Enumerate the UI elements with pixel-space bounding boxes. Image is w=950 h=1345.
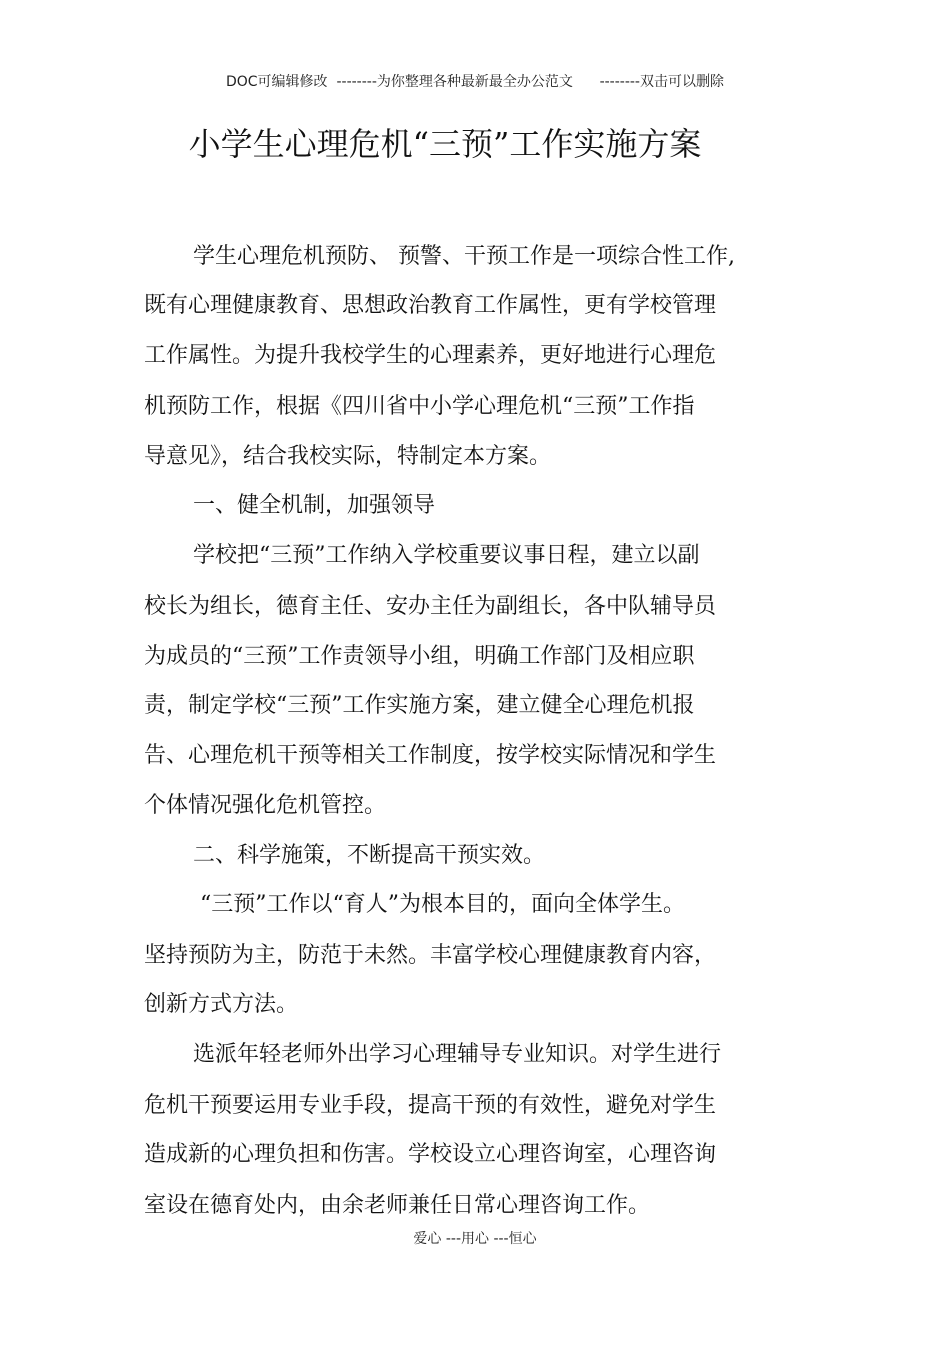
body-line: 造成新的心理负担和伤害。学校设立心理咨询室，心理咨询 bbox=[144, 1142, 717, 1167]
section-heading-2: 二、科学施策，不断提高干预实效。 bbox=[193, 843, 546, 868]
body-line: 学生心理危机预防、 预警、干预工作是一项综合性工作, bbox=[193, 244, 735, 269]
page-header: DOC可编辑修改 --------为你整理各种最新最全办公范文 --------双击可以删除 bbox=[225, 74, 724, 90]
body-line: 个体情况强化危机管控。 bbox=[144, 793, 387, 818]
body-line: 责，制定学校“三预”工作实施方案，建立健全心理危机报 bbox=[144, 693, 695, 718]
body-line: 坚持预防为主，防范于未然。丰富学校心理健康教育内容， bbox=[144, 943, 717, 968]
body-line: “三预”工作以“育人”为根本目的，面向全体学生。 bbox=[200, 892, 685, 917]
body-line: 校长为组长，德育主任、安办主任为副组长，各中队辅导员 bbox=[144, 594, 717, 619]
document-title: 小学生心理危机“三预”工作实施方案 bbox=[188, 125, 702, 163]
body-line: 机预防工作，根据《四川省中小学心理危机“三预”工作指 bbox=[144, 394, 695, 419]
body-line: 既有心理健康教育、思想政治教育工作属性，更有学校管理 bbox=[144, 293, 717, 318]
body-line: 室设在德育处内，由余老师兼任日常心理咨询工作。 bbox=[144, 1193, 651, 1218]
body-line: 为成员的“三预”工作责领导小组，明确工作部门及相应职 bbox=[144, 644, 695, 669]
body-line: 创新方式方法。 bbox=[144, 992, 299, 1017]
body-line: 选派年轻老师外出学习心理辅导专业知识。对学生进行 bbox=[193, 1042, 722, 1067]
body-line: 危机干预要运用专业手段，提高干预的有效性，避免对学生 bbox=[144, 1093, 717, 1118]
body-line: 导意见》，结合我校实际，特制定本方案。 bbox=[144, 444, 552, 469]
body-line: 学校把“三预”工作纳入学校重要议事日程，建立以副 bbox=[193, 543, 700, 568]
body-line: 工作属性。为提升我校学生的心理素养，更好地进行心理危 bbox=[144, 343, 717, 368]
page-footer: 爱心 ---用心 ---恒心 bbox=[413, 1231, 537, 1247]
section-heading-1: 一、健全机制，加强领导 bbox=[193, 493, 436, 518]
body-line: 告、心理危机干预等相关工作制度，按学校实际情况和学生 bbox=[144, 743, 717, 768]
